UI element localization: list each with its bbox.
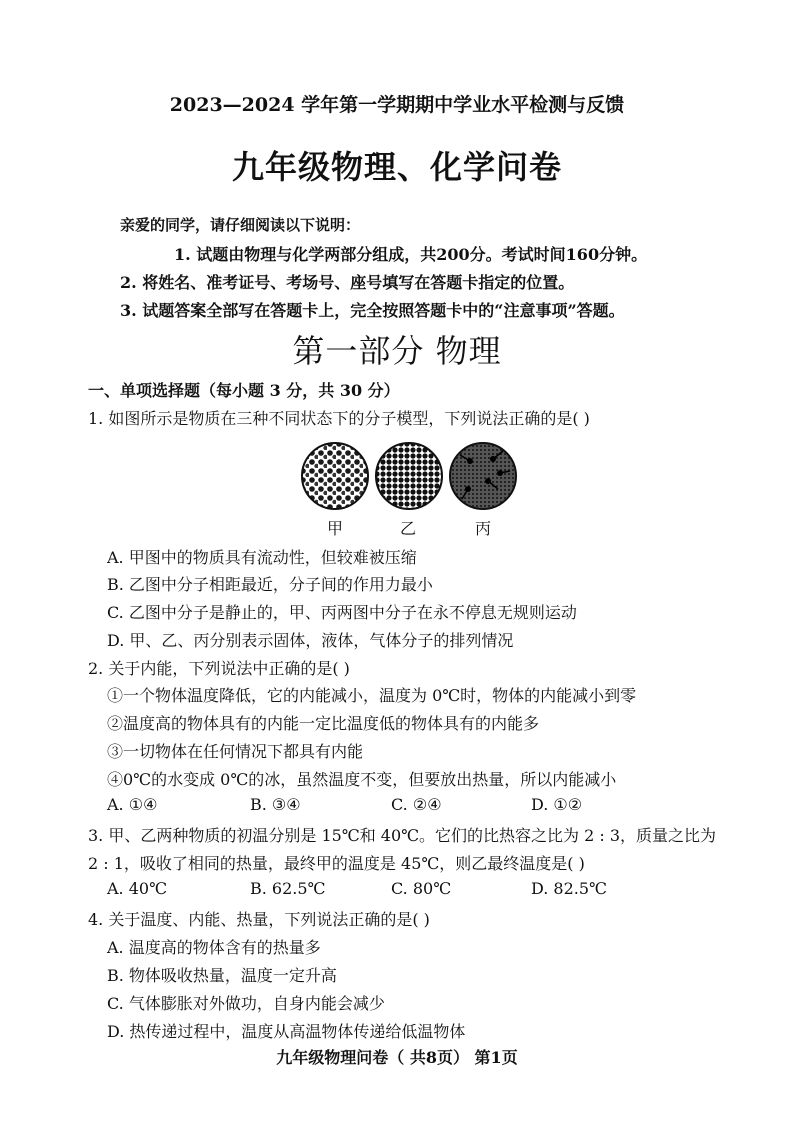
question-3-stem-line1: 3. 甲、乙两种物质的初温分别是 15℃和 40℃。它们的比热容之比为 2 : 3，质量之比为 bbox=[88, 826, 717, 845]
instruction-item-1: 1. 试题由物理与化学两部分组成，共200分。考试时间160分钟。 bbox=[174, 245, 648, 264]
figure-label-yi: 乙 bbox=[399, 519, 416, 538]
q4-option-a: A. 温度高的物体含有的热量多 bbox=[107, 938, 321, 957]
q4-option-b: B. 物体吸收热量，温度一定升高 bbox=[107, 966, 337, 985]
q3-option-b: B. 62.5℃ bbox=[250, 879, 326, 898]
q2-statement-1: ①一个物体温度降低，它的内能减小，温度为 0℃时，物体的内能减小到零 bbox=[107, 686, 637, 705]
q3-option-a: A. 40℃ bbox=[107, 879, 167, 898]
exam-title: 2023—2024 学年第一学期期中学业水平检测与反馈 bbox=[169, 94, 625, 116]
molecule-circle-jia bbox=[300, 441, 370, 511]
molecule-circle-bing bbox=[448, 441, 518, 511]
q2-option-d: D. ①② bbox=[531, 795, 583, 814]
solid-model-yi bbox=[374, 441, 444, 511]
q2-option-a: A. ①④ bbox=[107, 795, 158, 814]
section-title: 一、单项选择题（每小题 3 分，共 30 分） bbox=[88, 381, 400, 400]
q1-option-b: B. 乙图中分子相距最近，分子间的作用力最小 bbox=[107, 575, 433, 594]
q2-statement-4: ④0℃的水变成 0℃的冰，虽然温度不变，但要放出热量，所以内能减小 bbox=[107, 770, 617, 789]
figure-label-bing: 丙 bbox=[474, 519, 491, 538]
part-title: 第一部分 物理 bbox=[292, 332, 502, 370]
q3-option-c: C. 80℃ bbox=[391, 879, 452, 898]
instruction-item-2: 2. 将姓名、准考证号、考场号、座号填写在答题卡指定的位置。 bbox=[120, 273, 575, 292]
page-footer: 九年级物理问卷（ 共8页） 第1页 bbox=[276, 1048, 518, 1067]
solid-liquid-model-jia bbox=[300, 441, 370, 511]
q2-option-b: B. ③④ bbox=[250, 795, 301, 814]
q1-option-d: D. 甲、乙、丙分别表示固体，液体，气体分子的排列情况 bbox=[107, 631, 514, 650]
question-1-stem: 1. 如图所示是物质在三种不同状态下的分子模型，下列说法正确的是( ) bbox=[88, 409, 590, 428]
figure-label-jia: 甲 bbox=[326, 519, 343, 538]
molecule-circle-yi bbox=[374, 441, 444, 511]
question-2-stem: 2. 关于内能，下列说法中正确的是( ) bbox=[88, 659, 350, 678]
q1-option-c: C. 乙图中分子是静止的，甲、丙两图中分子在永不停息无规则运动 bbox=[107, 603, 577, 622]
gas-model-bing bbox=[448, 441, 518, 511]
instruction-item-3: 3. 试题答案全部写在答题卡上，完全按照答题卡中的“注意事项”答题。 bbox=[120, 301, 625, 320]
q4-option-d: D. 热传递过程中，温度从高温物体传递给低温物体 bbox=[107, 1022, 466, 1041]
question-4-stem: 4. 关于温度、内能、热量，下列说法正确的是( ) bbox=[88, 910, 430, 929]
q1-option-a: A. 甲图中的物质具有流动性，但较难被压缩 bbox=[107, 548, 417, 567]
question-3-stem-line2: 2 : 1，吸收了相同的热量，最终甲的温度是 45℃，则乙最终温度是( ) bbox=[88, 854, 585, 873]
q2-option-c: C. ②④ bbox=[391, 795, 442, 814]
q4-option-c: C. 气体膨胀对外做功，自身内能会减少 bbox=[107, 994, 385, 1013]
q3-option-d: D. 82.5℃ bbox=[531, 879, 607, 898]
instructions-greeting: 亲爱的同学，请仔细阅读以下说明： bbox=[120, 216, 361, 234]
paper-title: 九年级物理、化学问卷 bbox=[231, 148, 562, 186]
q2-statement-2: ②温度高的物体具有的内能一定比温度低的物体具有的内能多 bbox=[107, 714, 540, 733]
q2-statement-3: ③一切物体在任何情况下都具有内能 bbox=[107, 742, 364, 761]
